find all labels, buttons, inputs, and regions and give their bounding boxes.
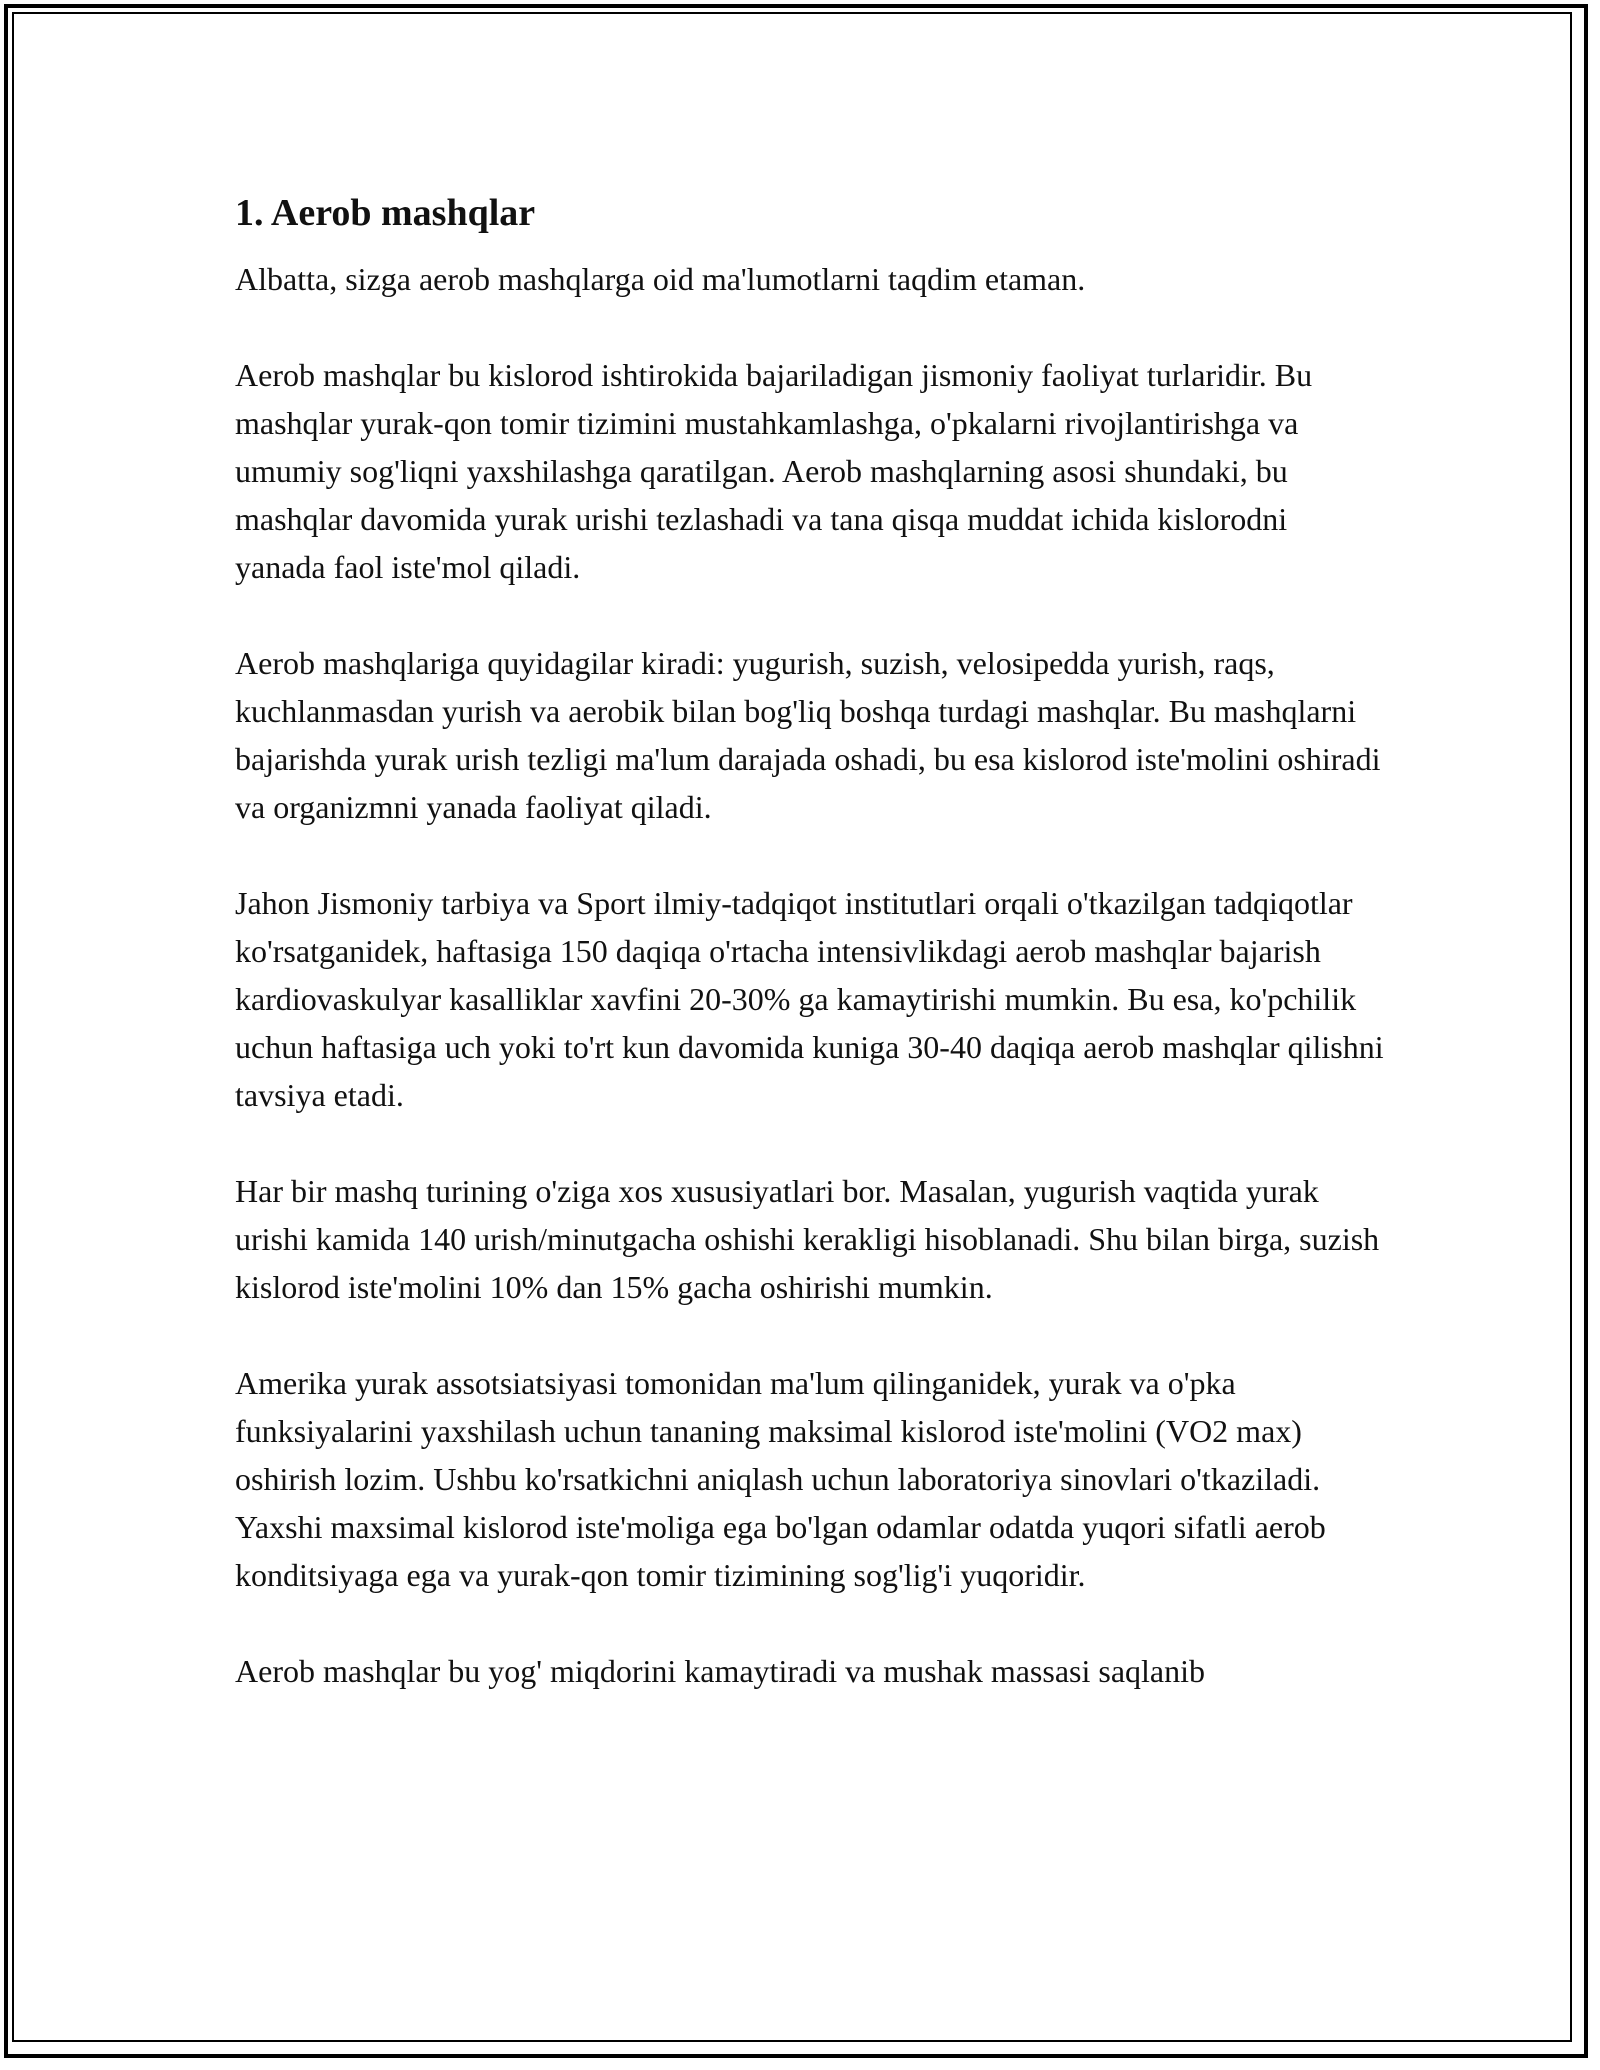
paragraph-types: Aerob mashqlariga quyidagilar kiradi: yugurish, suzish, velosipedda yurish, raqs, kuchlanmasdan yurish va aerobik bilan bog'liq boshqa turdagi mashqlar. Bu mashqlarni bajarishda yurak urish tezligi ma'lum darajada oshadi, bu esa kislorod iste'molini oshiradi va organizmni yanada faoliyat qiladi. <box>235 645 1381 825</box>
document-body <box>235 185 1385 1743</box>
paragraph-features: Har bir mashq turining o'ziga xos xususiyatlari bor. Masalan, yugurish vaqtida yurak urishi kamida 140 urish/minutgacha oshishi kerakligi hisoblanadi. Shu bilan birga, suzish kislorod iste'molini 10% dan 15% gacha oshirishi mumkin. <box>235 1173 1380 1305</box>
paragraph-research: Jahon Jismoniy tarbiya va Sport ilmiy-tadqiqot institutlari orqali o'tkazilgan tadqiqotlar ko'rsatganidek, haftasiga 150 daqiqa o'rtacha intensivlikdagi aerob mashqlar bajarish kardiovaskulyar kasalliklar xavfini 20-30% ga kamaytirishi mumkin. Bu esa, ko'pchilik uchun haftasiga uch yoki to'rt kun davomida kuniga 30-40 daqiqa aerob mashqlar qilishni tavsiya etadi. <box>235 885 1384 1113</box>
paragraph-definition: Aerob mashqlar bu kislorod ishtirokida bajariladigan jismoniy faoliyat turlaridir. Bu mashqlar yurak-qon tomir tizimini mustahkamlashga, o'pkalarni rivojlantirishga va umumiy sog'liqni yaxshilashga qaratilgan. Aerob mashqlarning asosi shundaki, bu mashqlar davomida yurak urishi tezlashadi va tana qisqa muddat ichida kislorodni yanada faol iste'mol qiladi. <box>235 357 1313 585</box>
paragraph-vo2max: Amerika yurak assotsiatsiyasi tomonidan ma'lum qilinganidek, yurak va o'pka funksiyalarini yaxshilash uchun tananing maksimal kislorod iste'molini (VO2 max) oshirish lozim. Ushbu ko'rsatkichni aniqlash uchun laboratoriya sinovlari o'tkaziladi. Yaxshi maxsimal kislorod iste'moliga ega bo'lgan odamlar odatda yuqori sifatli aerob konditsiyaga ega va yurak-qon tomir tizimining sog'lig'i yuqoridir. <box>235 1365 1326 1593</box>
section-heading: 1. Aerob mashqlar <box>235 192 536 234</box>
paragraph-fat-loss: Aerob mashqlar bu yog' miqdorini kamaytiradi va mushak massasi saqlanib <box>235 1653 1206 1689</box>
paragraph-intro: Albatta, sizga aerob mashqlarga oid ma'lumotlarni taqdim etaman. <box>235 261 1086 297</box>
